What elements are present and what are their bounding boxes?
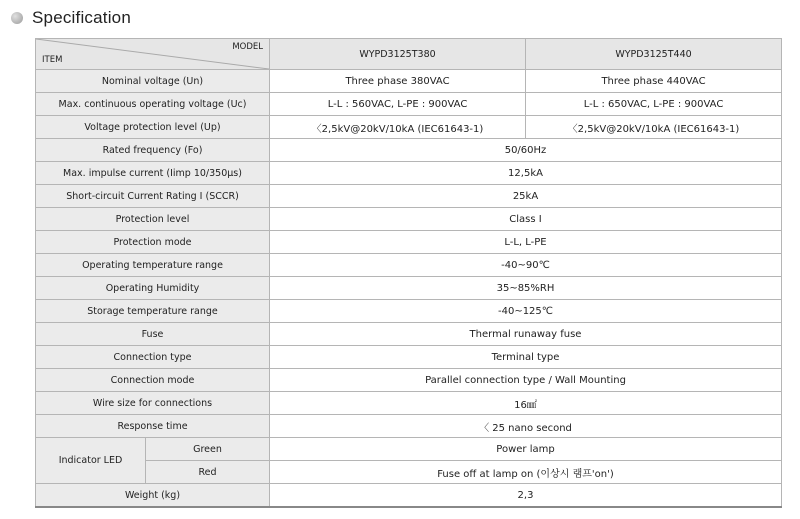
table-row: [36, 254, 782, 277]
table-row: [36, 208, 782, 231]
row-value: Terminal type: [270, 346, 782, 369]
table-row: [36, 277, 782, 300]
model-column-label: MODEL: [232, 42, 263, 52]
bullet-icon: [11, 12, 23, 24]
row-label: Short-circuit Current Rating I (SCCR): [36, 185, 270, 208]
row-value: 〈 25 nano second: [270, 415, 782, 438]
row-label: Connection mode: [36, 369, 270, 392]
spec-table: [35, 38, 782, 508]
row-value: Thermal runaway fuse: [270, 323, 782, 346]
row-label: Protection mode: [36, 231, 270, 254]
row-value: L-L, L-PE: [270, 231, 782, 254]
table-row: [36, 93, 782, 116]
row-label: Operating temperature range: [36, 254, 270, 277]
row-label: Protection level: [36, 208, 270, 231]
table-row: [36, 139, 782, 162]
row-value: 12,5kA: [270, 162, 782, 185]
row-value: 35~85%RH: [270, 277, 782, 300]
row-label: Weight (kg): [36, 484, 270, 508]
row-label: Rated frequency (Fo): [36, 139, 270, 162]
row-label: Max. continuous operating voltage (Uc): [36, 93, 270, 116]
table-row: [36, 461, 782, 484]
table-row: [36, 116, 782, 139]
section-header: [11, 6, 131, 30]
row-label: Max. impulse current (Iimp 10/350μs): [36, 162, 270, 185]
table-row: [36, 162, 782, 185]
row-label: Operating Humidity: [36, 277, 270, 300]
indicator-led-label: Indicator LED: [36, 438, 146, 484]
table-row: [36, 346, 782, 369]
row-value: Class I: [270, 208, 782, 231]
row-label: Wire size for connections: [36, 392, 270, 415]
led-red-label: Red: [146, 461, 270, 484]
row-value: 〈2,5kV@20kV/10kA (IEC61643-1): [270, 116, 526, 139]
table-row: [36, 323, 782, 346]
table-row: [36, 185, 782, 208]
row-value: Three phase 380VAC: [270, 70, 526, 93]
led-red-value: Fuse off at lamp on (이상시 램프'on'): [270, 461, 782, 484]
row-label: Voltage protection level (Up): [36, 116, 270, 139]
row-value: 50/60Hz: [270, 139, 782, 162]
table-row: [36, 392, 782, 415]
row-value: -40~125℃: [270, 300, 782, 323]
model-header-1: WYPD3125T380: [270, 39, 526, 70]
table-row: [36, 369, 782, 392]
row-value: -40~90℃: [270, 254, 782, 277]
row-value: L-L : 560VAC, L-PE : 900VAC: [270, 93, 526, 116]
section-title: Specification: [32, 8, 131, 27]
row-label: Connection type: [36, 346, 270, 369]
row-value: L-L : 650VAC, L-PE : 900VAC: [526, 93, 782, 116]
header-corner-cell: [36, 39, 270, 70]
row-label: Nominal voltage (Un): [36, 70, 270, 93]
row-value: Parallel connection type / Wall Mounting: [270, 369, 782, 392]
row-label: Fuse: [36, 323, 270, 346]
row-value: 2,3: [270, 484, 782, 508]
row-label: Storage temperature range: [36, 300, 270, 323]
table-row: [36, 70, 782, 93]
table-row: [36, 438, 782, 461]
table-row: [36, 300, 782, 323]
item-row-label: ITEM: [42, 55, 63, 65]
table-header-row: [36, 39, 782, 70]
row-label: Response time: [36, 415, 270, 438]
table-row: [36, 484, 782, 508]
row-value: 16㎟: [270, 392, 782, 415]
table-row: [36, 415, 782, 438]
table-row: [36, 231, 782, 254]
row-value: Three phase 440VAC: [526, 70, 782, 93]
model-header-2: WYPD3125T440: [526, 39, 782, 70]
row-value: 25kA: [270, 185, 782, 208]
led-green-label: Green: [146, 438, 270, 461]
row-value: 〈2,5kV@20kV/10kA (IEC61643-1): [526, 116, 782, 139]
led-green-value: Power lamp: [270, 438, 782, 461]
